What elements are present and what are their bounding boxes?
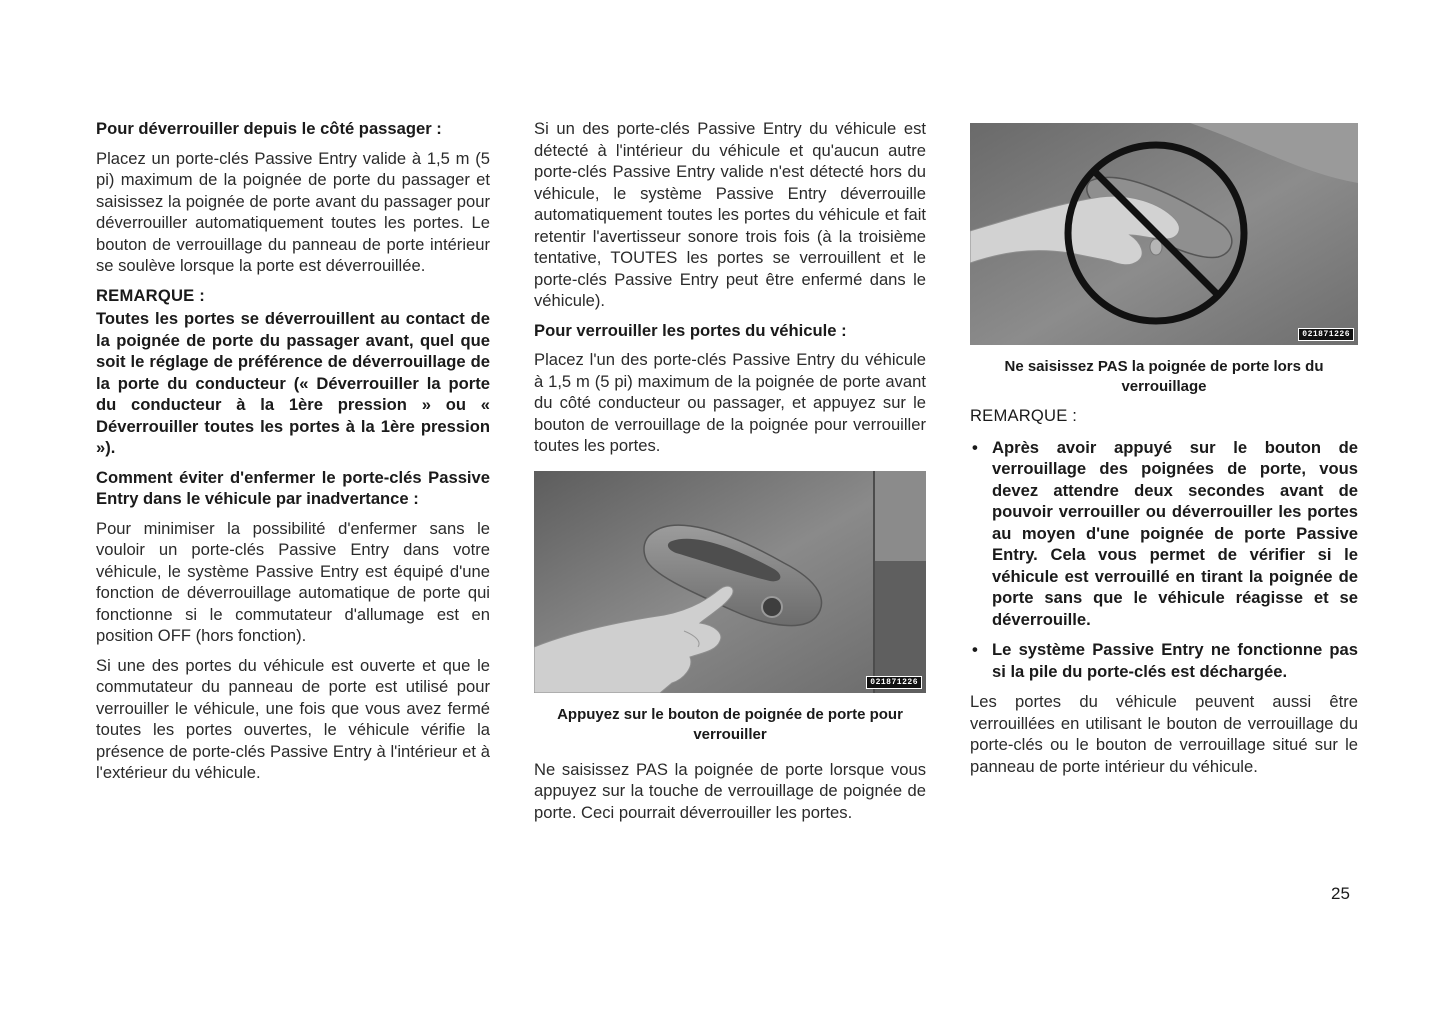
paragraph-fob-lock: Les portes du véhicule peuvent aussi être verrouillées en utilisant le bouton de verrouillage du porte-clés ou le bouton de verrouillage situé sur le panneau de porte intérieur du véhicule.	[970, 692, 1358, 776]
paragraph-lock-doors: Placez l'un des porte-clés Passive Entry du véhicule à 1,5 m (5 pi) maximum de la poignée de porte avant du côté conducteur ou passager, et appuyez sur le bouton de verrouillage de la poignée pour verrouiller toutes les portes.	[534, 350, 926, 455]
list-item-text: Après avoir appuyé sur le bouton de verrouillage des poignées de porte, vous devez attendre deux secondes avant de pouvoir verrouiller ou déverrouiller les portes au moyen d'une poignée de porte Passive Entry. Cela vous permet de vérifier si le véhicule est verrouillé en tirant la poignée de porte sans que le véhicule réagisse et se déverrouille.	[992, 437, 1358, 629]
remarque-label: REMARQUE :	[96, 285, 205, 305]
remarque-label: REMARQUE :	[970, 406, 1078, 425]
paragraph-door-check: Si une des portes du véhicule est ouverte et que le commutateur du panneau de porte est utilisé pour verrouiller le véhicule, une fois que vous avez fermé toutes les portes ouvertes, le véhicule vérifie la présence de porte-clés Passive Entry à l'intérieur et à l'extérieur du véhicule.	[96, 655, 490, 782]
heading-unlock-passenger: Pour déverrouiller depuis le côté passager :	[96, 119, 442, 138]
paragraph-do-not-grab: Ne saisissez PAS la poignée de porte lorsque vous appuyez sur la touche de verrouillage de poignée de porte. Ceci pourrait déverrouiller les portes.	[534, 759, 926, 822]
figure-do-not-grab	[970, 123, 1358, 345]
list-item-text: Le système Passive Entry ne fonctionne pas si la pile du porte-clés est déchargée.	[992, 640, 1358, 681]
figure-caption-do-not-grab: Ne saisissez PAS la poignée de porte lors du verrouillage	[1004, 358, 1324, 395]
door-handle-illustration	[534, 471, 926, 693]
bullet-icon: •	[972, 437, 978, 457]
figure-code: 021871226	[1298, 328, 1354, 341]
list-item	[970, 639, 1358, 682]
heading-lock-doors: Pour verrouiller les portes du véhicule :	[534, 320, 847, 340]
paragraph-fob-inside: Si un des porte-clés Passive Entry du véhicule est détecté à l'intérieur du véhicule et qu'aucun autre porte-clés Passive Entry valide n'est détecté hors du véhicule, le système Passive Entry déverrouille automatiquement toutes les portes du véhicule et fait retentir l'avertisseur sonore trois fois (à la troisième tentative, TOUTES les portes se verrouillent et le porte-clés Passive Entry peut être enfermé dans le véhicule).	[534, 119, 926, 310]
remarque-text: Toutes les portes se déverrouillent au contact de la poignée de porte du passager avant, quel que soit le réglage de préférence de déverrouillage de la porte du conducteur (« Déverrouiller la porte du conducteur à la 1ère pression » ou « Déverrouiller toutes les portes à la 1ère pression »).	[96, 309, 490, 457]
column-middle	[534, 118, 926, 831]
heading-avoid-lock-in: Comment éviter d'enfermer le porte-clés Passive Entry dans le véhicule par inadvertance :	[96, 467, 490, 508]
bullet-icon: •	[972, 640, 978, 659]
figure-caption-press: Appuyez sur le bouton de poignée de porte pour verrouiller	[557, 705, 903, 743]
remarque-bullet-list	[970, 437, 1358, 683]
paragraph-auto-unlock: Pour minimiser la possibilité d'enfermer sans le vouloir un porte-clés Passive Entry dans votre véhicule, le système Passive Entry est équipé d'une fonction de déverrouillage automatique de porte qui fonctionne si le commutateur d'allumage est en position OFF (hors fonction).	[96, 518, 490, 645]
figure-code: 021871226	[866, 676, 922, 689]
no-grab-illustration	[970, 123, 1358, 345]
list-item	[970, 437, 1358, 631]
page-number: 25	[1331, 884, 1350, 903]
column-left	[96, 118, 490, 792]
figure-press-lock-button	[534, 471, 926, 693]
column-right	[970, 118, 1358, 785]
paragraph-unlock-passenger: Placez un porte-clés Passive Entry valide à 1,5 m (5 pi) maximum de la poignée de porte du passager et saisissez la poignée de porte avant du passager pour déverrouiller automatiquement toutes les portes. Le bouton de verrouillage du panneau de porte intérieur se soulève lorsque la porte est déverrouillée.	[96, 148, 490, 275]
